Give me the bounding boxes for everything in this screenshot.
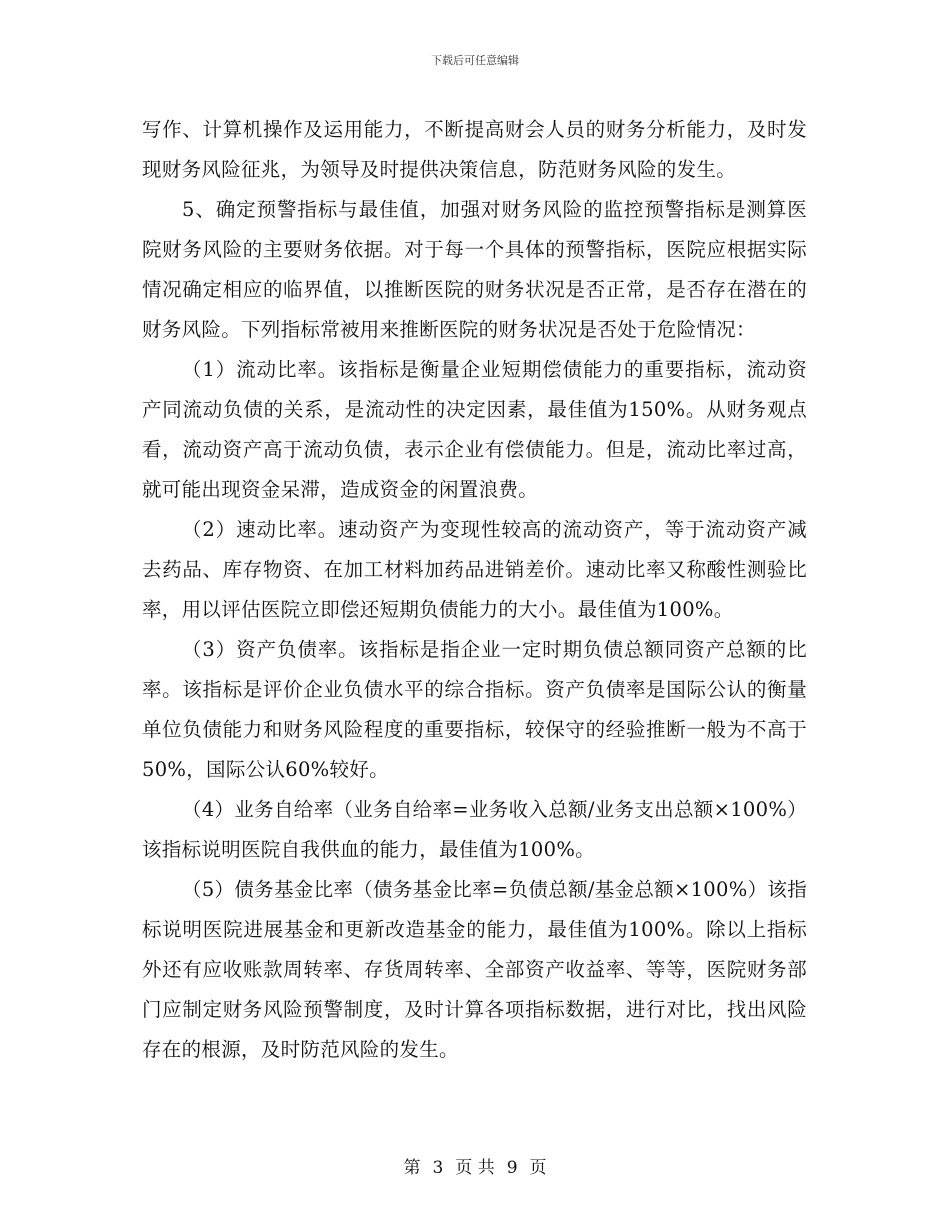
paragraph-1: 写作、计算机操作及运用能力，不断提高财会人员的财务分析能力，及时发现财务风险征兆，为领导及时提供决策信息，防范财务风险的发生。 — [142, 118, 807, 181]
footer-prefix: 第 — [403, 1158, 421, 1178]
current-page-number: 3 — [432, 1158, 444, 1178]
footer-middle: 页 共 — [455, 1158, 495, 1178]
document-body — [142, 110, 807, 1070]
paragraph-2: 5、确定预警指标与最佳值，加强对财务风险的监控预警指标是测算医院财务风险的主要财务依据。对于每一个具体的预警指标，医院应根据实际情况确定相应的临界值，以推断医院的财务状况是否正常，是否存在潜在的财务风险。下列指标常被用来推断医院的财务状况是否处于危险情况： — [142, 198, 807, 341]
paragraph-4: （2）速动比率。速动资产为变现性较高的流动资产，等于流动资产减去药品、库存物资、在加工材料加药品进销差价。速动比率又称酸性测验比率，用以评估医院立即偿还短期负债能力的大小。最佳值为100%。 — [142, 518, 807, 621]
paragraph-7: （5）债务基金比率（债务基金比率=负债总额/基金总额×100%）该指标说明医院进展基金和更新改造基金的能力，最佳值为100%。除以上指标外还有应收账款周转率、存货周转率、全部资产收益率、等等，医院财务部门应制定财务风险预警制度，及时计算各项指标数据，进行对比，找出风险存在的根源，及时防范风险的发生。 — [142, 878, 807, 1061]
page-footer — [0, 1153, 950, 1178]
footer-suffix: 页 — [529, 1158, 547, 1178]
paragraph-5: （3）资产负债率。该指标是指企业一定时期负债总额同资产总额的比率。该指标是评价企业负债水平的综合指标。资产负债率是国际公认的衡量单位负债能力和财务风险程度的重要指标，较保守的经验推断一般为不高于50%，国际公认60%较好。 — [142, 638, 807, 781]
paragraph-6: （4）业务自给率（业务自给率=业务收入总额/业务支出总额×100%）该指标说明医院自我供血的能力，最佳值为100%。 — [142, 798, 807, 861]
page-header: 下载后可任意编辑 — [431, 54, 519, 67]
paragraph-3: （1）流动比率。该指标是衡量企业短期偿债能力的重要指标，流动资产同流动负债的关系，是流动性的决定因素，最佳值为150%。从财务观点看，流动资产高于流动负债，表示企业有偿债能力。但是，流动比率过高，就可能出现资金呆滞，造成资金的闲置浪费。 — [142, 358, 807, 501]
total-pages-number: 9 — [506, 1158, 518, 1178]
